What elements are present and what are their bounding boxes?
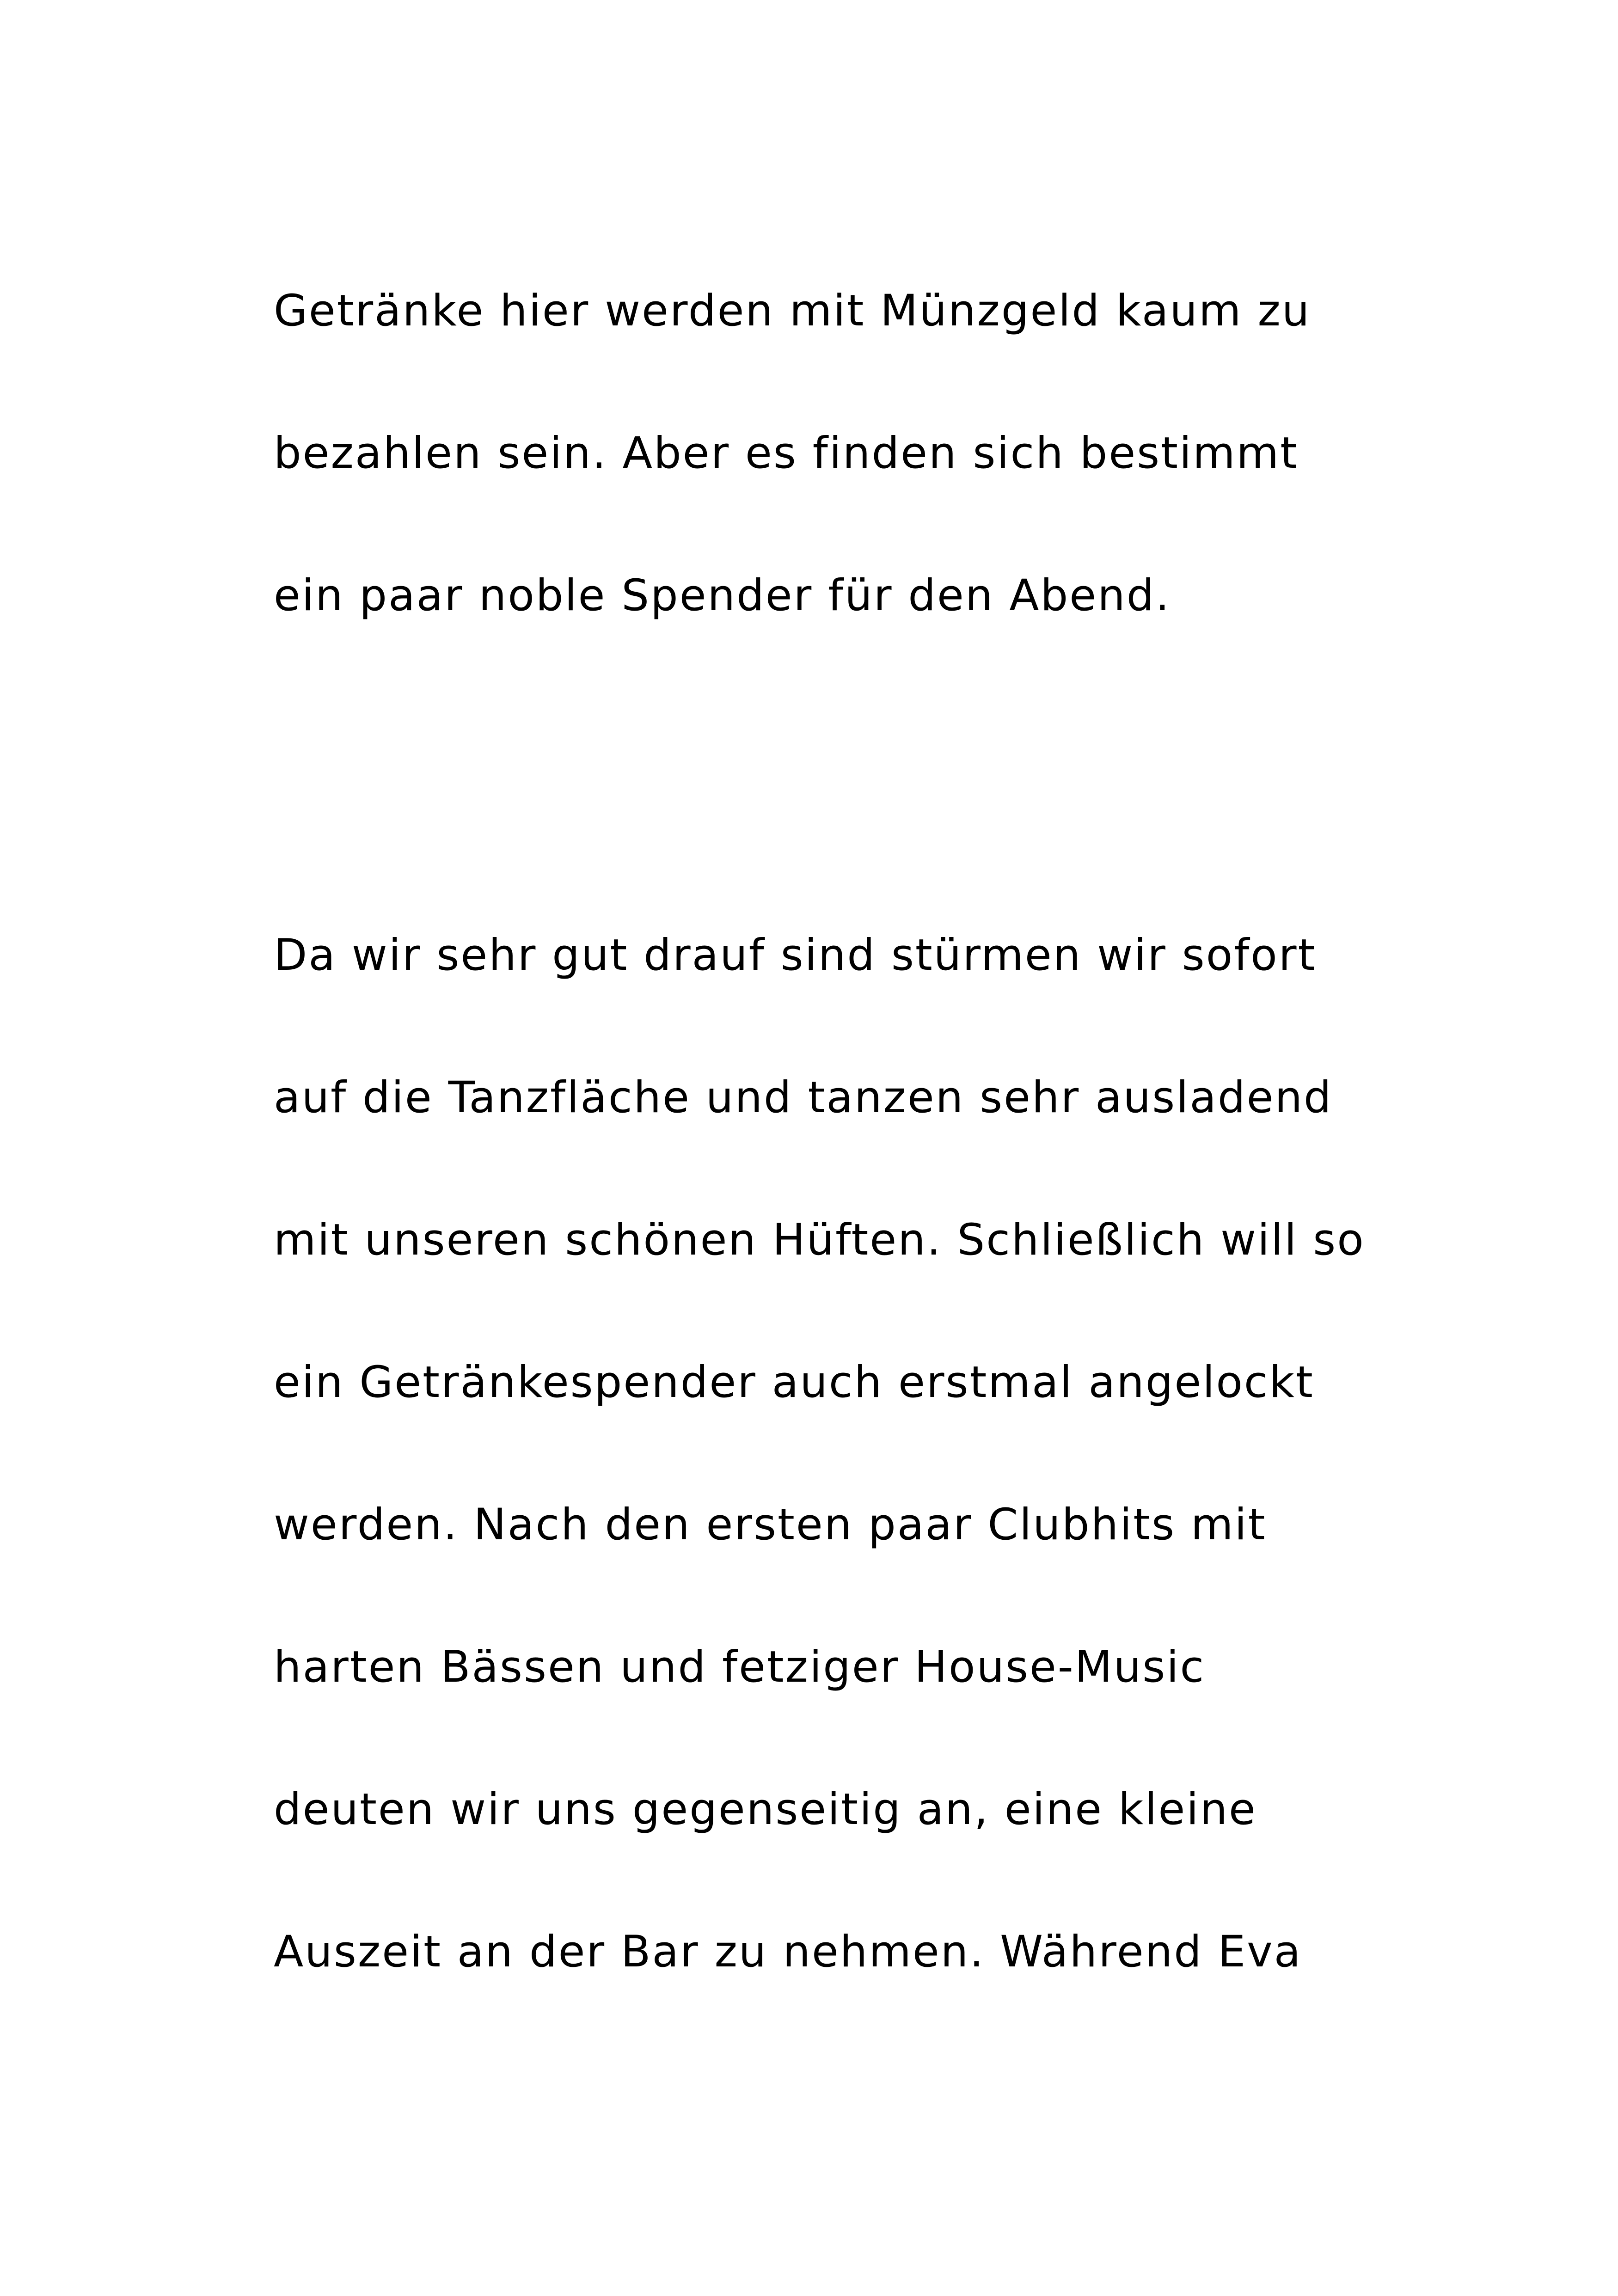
text-line: ein Getränkespender auch erstmal angelockt bbox=[274, 1357, 1314, 1408]
text-line: Auszeit an der Bar zu nehmen. Während Eva bbox=[274, 1927, 1302, 1977]
paragraph-2 bbox=[274, 884, 1522, 2023]
text-line: auf die Tanzfläche und tanzen sehr ausladend bbox=[274, 1072, 1333, 1123]
text-line: harten Bässen und fetziger House-Music bbox=[274, 1642, 1206, 1692]
text-line: Getränke hier werden mit Münzgeld kaum zu bbox=[274, 286, 1311, 336]
paragraph-1 bbox=[274, 240, 1522, 667]
text-line: werden. Nach den ersten paar Clubhits mit bbox=[274, 1500, 1267, 1550]
text-line: mit unseren schönen Hüften. Schließlich will so bbox=[274, 1215, 1365, 1265]
text-line: deuten wir uns gegenseitig an, eine kleine bbox=[274, 1784, 1257, 1835]
text-line: bezahlen sein. Aber es finden sich bestimmt bbox=[274, 428, 1299, 478]
text-line: Da wir sehr gut drauf sind stürmen wir sofort bbox=[274, 930, 1317, 980]
text-line: ein paar noble Spender für den Abend. bbox=[274, 570, 1171, 621]
